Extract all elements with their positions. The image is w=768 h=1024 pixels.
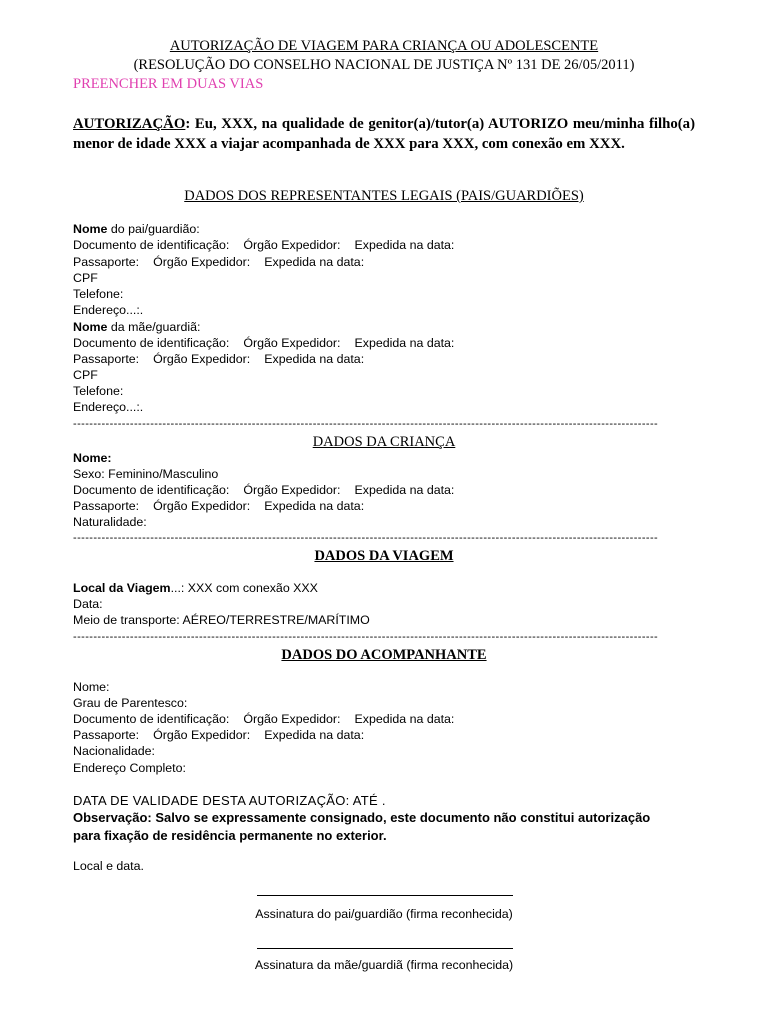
- child-name-label: Nome:: [73, 451, 112, 465]
- mother-signature-line: [257, 948, 513, 949]
- companion-nationality-label: Nacionalidade:: [73, 744, 155, 758]
- child-doc-row: [73, 483, 454, 497]
- father-passport-date-label: Expedida na data:: [264, 255, 365, 269]
- child-passport-label: Passaporte:: [73, 499, 140, 513]
- father-address-label: Endereço...:.: [73, 303, 144, 317]
- child-doc-label: Documento de identificação:: [73, 483, 230, 497]
- child-passport-date-label: Expedida na data:: [264, 499, 365, 513]
- companion-kinship-label: Grau de Parentesco:: [73, 696, 188, 710]
- observation-label: Observação:: [73, 810, 152, 825]
- father-phone-label: Telefone:: [73, 287, 124, 301]
- separator-line: ------------------------------------------------------------------------------------------------------------------------------------------------: [73, 631, 659, 643]
- father-org-label: Órgão Expedidor:: [243, 238, 341, 252]
- companion-name-label: Nome:: [73, 680, 110, 694]
- child-passport-org-label: Órgão Expedidor:: [153, 499, 251, 513]
- father-passport-row: [73, 255, 364, 269]
- trip-transport-label: Meio de transporte: AÉREO/TERRESTRE/MARÍTIMO: [73, 613, 370, 627]
- father-doc-label: Documento de identificação:: [73, 238, 230, 252]
- companion-passport-org-label: Órgão Expedidor:: [153, 728, 251, 742]
- place-date-label: Local e data.: [73, 859, 144, 873]
- companion-heading: DADOS DO ACOMPANHANTE: [281, 647, 487, 663]
- companion-passport-row: [73, 728, 364, 742]
- mother-passport-org-label: Órgão Expedidor:: [153, 352, 251, 366]
- mother-passport-label: Passaporte:: [73, 352, 140, 366]
- trip-place-label: Local da Viagem: [73, 581, 171, 595]
- companion-doc-row: [73, 712, 454, 726]
- father-name-label: Nome: [73, 222, 108, 236]
- companion-address-label: Endereço Completo:: [73, 761, 186, 775]
- companion-org-label: Órgão Expedidor:: [243, 712, 341, 726]
- trip-date-label: Data:: [73, 597, 103, 611]
- father-cpf-label: CPF: [73, 271, 98, 285]
- child-heading: DADOS DA CRIANÇA: [312, 434, 456, 450]
- separator-line: ------------------------------------------------------------------------------------------------------------------------------------------------: [73, 532, 659, 544]
- father-signature-line: [257, 895, 513, 896]
- document-title: AUTORIZAÇÃO DE VIAGEM PARA CRIANÇA OU ADOLESCENTE: [169, 38, 599, 54]
- observation-text: Salvo se expressamente consignado, este documento não constitui autorização para fixação de residência permanente no exterior.: [73, 810, 651, 843]
- trip-heading: DADOS DA VIAGEM: [314, 548, 454, 564]
- father-passport-org-label: Órgão Expedidor:: [153, 255, 251, 269]
- mother-cpf-label: CPF: [73, 368, 98, 382]
- child-date-label: Expedida na data:: [354, 483, 455, 497]
- mother-doc-row: [73, 336, 454, 350]
- document-subtitle: (RESOLUÇÃO DO CONSELHO NACIONAL DE JUSTIÇA Nº 131 DE 26/05/2011): [133, 57, 635, 73]
- father-signature-label: Assinatura do pai/guardião (firma reconhecida): [255, 907, 513, 921]
- authorization-paragraph: [73, 114, 695, 154]
- mother-date-label: Expedida na data:: [354, 336, 455, 350]
- mother-name-label: Nome: [73, 320, 108, 334]
- father-name-desc: do pai/guardião:: [107, 222, 200, 236]
- companion-passport-label: Passaporte:: [73, 728, 140, 742]
- father-passport-label: Passaporte:: [73, 255, 140, 269]
- legal-reps-heading: DADOS DOS REPRESENTANTES LEGAIS (PAIS/GUARDIÕES): [184, 188, 584, 204]
- mother-address-label: Endereço...:.: [73, 400, 144, 414]
- separator-line: ------------------------------------------------------------------------------------------------------------------------------------------------: [73, 418, 659, 430]
- trip-place-value: ...: XXX com conexão XXX: [170, 581, 318, 595]
- child-sex-label: Sexo: Feminino/Masculino: [73, 467, 219, 481]
- companion-date-label: Expedida na data:: [354, 712, 455, 726]
- mother-signature-label: Assinatura da mãe/guardiã (firma reconhecida): [254, 958, 514, 972]
- father-name-field: [73, 222, 200, 236]
- authorization-label: AUTORIZAÇÃO: [73, 116, 186, 132]
- mother-passport-row: [73, 352, 364, 366]
- validity-label: DATA DE VALIDADE DESTA AUTORIZAÇÃO: ATÉ .: [73, 793, 386, 808]
- authorization-text: : Eu, XXX, na qualidade de genitor(a)/tutor(a) AUTORIZO meu/minha filho(a) menor de idade XXX a viajar acompanhada de XXX para XXX, com conexão em XXX.: [73, 116, 695, 152]
- observation-paragraph: [73, 809, 673, 845]
- companion-doc-label: Documento de identificação:: [73, 712, 230, 726]
- father-date-label: Expedida na data:: [354, 238, 455, 252]
- companion-passport-date-label: Expedida na data:: [264, 728, 365, 742]
- mother-phone-label: Telefone:: [73, 384, 124, 398]
- child-nationality-label: Naturalidade:: [73, 515, 147, 529]
- child-passport-row: [73, 499, 364, 513]
- mother-name-desc: da mãe/guardiã:: [107, 320, 201, 334]
- fill-instruction: PREENCHER EM DUAS VIAS: [73, 76, 264, 92]
- child-org-label: Órgão Expedidor:: [243, 483, 341, 497]
- mother-org-label: Órgão Expedidor:: [243, 336, 341, 350]
- mother-passport-date-label: Expedida na data:: [264, 352, 365, 366]
- mother-name-field: [73, 320, 200, 334]
- trip-place-row: [73, 581, 318, 595]
- mother-doc-label: Documento de identificação:: [73, 336, 230, 350]
- father-doc-row: [73, 238, 454, 252]
